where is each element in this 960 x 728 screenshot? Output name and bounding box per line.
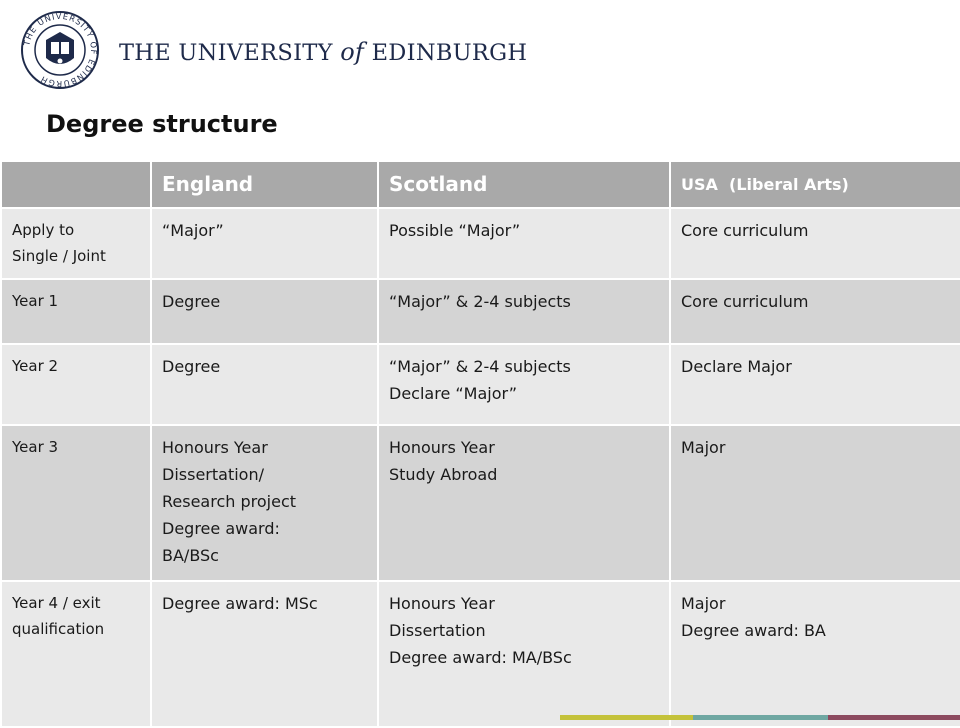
page-title: Degree structure (46, 110, 278, 138)
row-label: Apply to Single / Joint (1, 208, 151, 279)
cell-england: Degree (151, 344, 378, 425)
cell-usa: Declare Major (670, 344, 960, 425)
table-row (1, 425, 960, 581)
cell-usa: Major Degree award: BA (670, 581, 960, 727)
cell-england: Honours Year Dissertation/ Research project Degree award: BA/BSc (151, 425, 378, 581)
table-header-row (1, 161, 960, 208)
cell-usa: Core curriculum (670, 279, 960, 344)
table-row (1, 344, 960, 425)
accent-bar-olive (560, 715, 693, 720)
cell-scotland: “Major” & 2-4 subjects (378, 279, 670, 344)
cell-england: “Major” (151, 208, 378, 279)
cell-scotland: “Major” & 2-4 subjects Declare “Major” (378, 344, 670, 425)
table-row (1, 279, 960, 344)
row-label: Year 4 / exit qualification (1, 581, 151, 727)
accent-bar-maroon (828, 715, 960, 720)
degree-structure-table (0, 160, 960, 728)
cell-usa: Core curriculum (670, 208, 960, 279)
header-scotland: Scotland (378, 161, 670, 208)
table-row (1, 208, 960, 279)
cell-usa: Major (670, 425, 960, 581)
cell-scotland: Possible “Major” (378, 208, 670, 279)
university-wordmark: THE UNIVERSITY of EDINBURGH (119, 38, 528, 66)
accent-bar-teal (693, 715, 828, 720)
seal-text: THE UNIVERSITY OF EDINBURGH (21, 10, 100, 90)
row-label: Year 3 (1, 425, 151, 581)
row-label: Year 1 (1, 279, 151, 344)
row-label: Year 2 (1, 344, 151, 425)
header-england: England (151, 161, 378, 208)
cell-england: Degree award: MSc (151, 581, 378, 727)
cell-england: Degree (151, 279, 378, 344)
table-row (1, 581, 960, 727)
cell-scotland: Honours Year Dissertation Degree award: MA/BSc (378, 581, 670, 727)
university-seal-icon (20, 10, 100, 90)
header-usa: USA (Liberal Arts) (670, 161, 960, 208)
cell-scotland: Honours Year Study Abroad (378, 425, 670, 581)
header-corner (1, 161, 151, 208)
